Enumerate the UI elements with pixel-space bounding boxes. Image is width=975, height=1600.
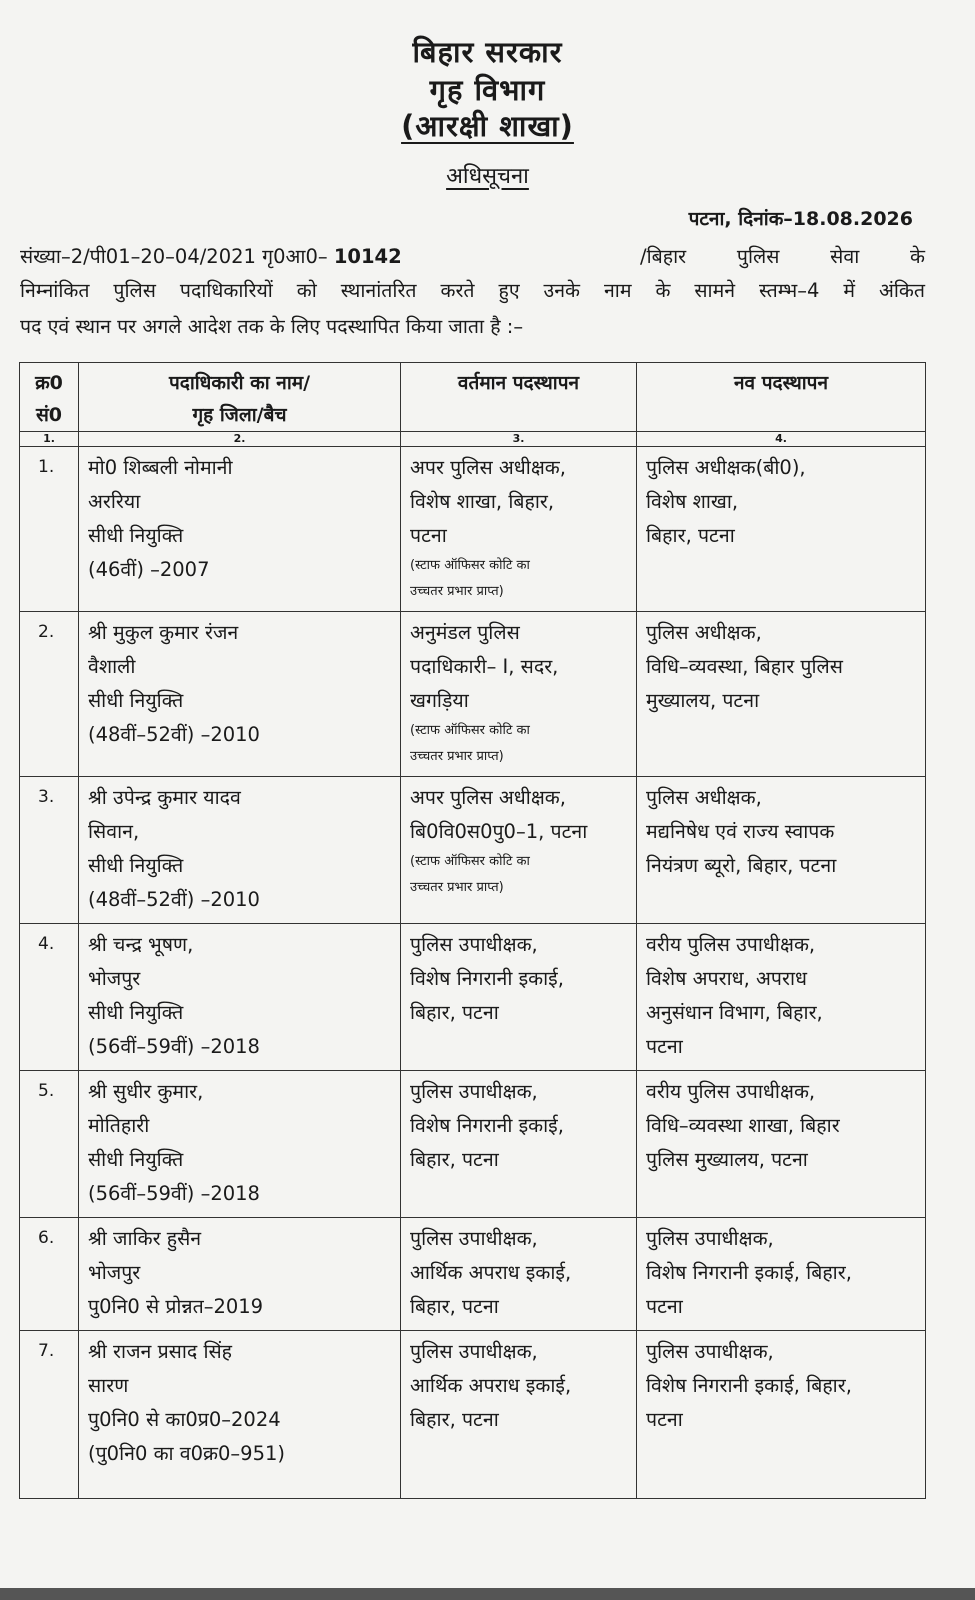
charge-note: (स्टाफ ऑफिसर कोटि का: [410, 558, 530, 573]
officer-details: [79, 1071, 401, 1218]
officer-details-line: मो0 शिब्बली नोमानी: [88, 456, 233, 479]
new-posting-line: विशेष शाखा,: [646, 490, 739, 513]
current-posting-line: अनुमंडल पुलिस: [410, 621, 520, 644]
new-posting-line: विशेष अपराध, अपराध: [646, 967, 808, 990]
officer-details-line: सारण: [88, 1374, 129, 1397]
new-posting-line: विधि–व्यवस्था शाखा, बिहार: [646, 1114, 840, 1137]
current-posting-line: पदाधिकारी– I, सदर,: [410, 655, 559, 678]
new-posting-line: पुलिस अधीक्षक,: [646, 786, 762, 809]
current-posting: [401, 777, 637, 924]
serial-number: 2.: [20, 612, 79, 777]
current-posting-line: अपर पुलिस अधीक्षक,: [410, 786, 566, 809]
intro-line-1-tail: /बिहार पुलिस सेवा के: [640, 245, 925, 268]
column-number: 1.: [20, 432, 79, 447]
new-posting: [637, 924, 926, 1071]
officer-details-line: भोजपुर: [88, 1261, 141, 1284]
header-department: गृह विभाग: [429, 73, 546, 107]
current-posting-line: विशेष निगरानी इकाई,: [410, 967, 564, 990]
current-posting-line: पुलिस उपाधीक्षक,: [410, 1340, 538, 1363]
officer-details: [79, 612, 401, 777]
new-posting-line: पटना: [646, 1408, 683, 1431]
column-number: 4.: [637, 432, 926, 447]
current-posting-line: अपर पुलिस अधीक्षक,: [410, 456, 566, 479]
new-posting-line: पुलिस अधीक्षक(बी0),: [646, 456, 806, 479]
new-posting: [637, 1331, 926, 1499]
serial-number: 5.: [20, 1071, 79, 1218]
current-posting-line: पुलिस उपाधीक्षक,: [410, 1080, 538, 1103]
officer-details: [79, 1218, 401, 1331]
intro-line-2: निम्नांकित पुलिस पदाधिकारियों को स्थानांतरित करते हुए उनके नाम के सामने स्तम्भ–4 में अंकित: [20, 279, 925, 302]
current-posting-line: आर्थिक अपराध इकाई,: [410, 1261, 572, 1284]
officer-details: [79, 777, 401, 924]
charge-note: उच्चतर प्रभार प्राप्त): [410, 880, 504, 895]
officer-details: [79, 447, 401, 612]
current-posting-line: बिहार, पटना: [410, 1408, 499, 1431]
table-row: [20, 1071, 926, 1218]
table-row: [20, 1218, 926, 1331]
new-posting-line: पुलिस मुख्यालय, पटना: [646, 1148, 808, 1171]
current-posting: [401, 447, 637, 612]
current-posting-line: विशेष शाखा, बिहार,: [410, 490, 555, 513]
date-line: पटना, दिनांक–18.08.2026: [688, 208, 913, 230]
table-header-row: [20, 363, 926, 432]
officer-details-line: वैशाली: [88, 655, 136, 678]
officer-details-line: पु0नि0 से प्रोन्नत–2019: [88, 1295, 264, 1318]
charge-note: (स्टाफ ऑफिसर कोटि का: [410, 854, 530, 869]
header-new-posting: नव पदस्थापन: [637, 363, 926, 432]
officer-details-line: सीधी नियुक्ति: [88, 854, 184, 877]
current-posting-line: बि0वि0स0पु0–1, पटना: [410, 820, 588, 843]
scan-edge: [0, 1588, 975, 1600]
reference: [20, 242, 402, 269]
serial-number: 3.: [20, 777, 79, 924]
officer-details-line: (पु0नि0 का व0क्र0–951): [88, 1442, 286, 1465]
table-row: [20, 924, 926, 1071]
reference-prefix: संख्या–2/पी01–20–04/2021 गृ0आ0–: [20, 245, 334, 268]
new-posting-line: पुलिस अधीक्षक,: [646, 621, 762, 644]
new-posting-line: विधि–व्यवस्था, बिहार पुलिस: [646, 655, 843, 678]
intro-line-3: पद एवं स्थान पर अगले आदेश तक के लिए पदस्थापित किया जाता है :–: [20, 315, 524, 338]
officer-details-line: सीधी नियुक्ति: [88, 524, 184, 547]
current-posting: [401, 1218, 637, 1331]
officer-details: [79, 1331, 401, 1499]
new-posting: [637, 1218, 926, 1331]
officer-details-line: सिवान,: [88, 820, 140, 843]
new-posting-line: नियंत्रण ब्यूरो, बिहार, पटना: [646, 854, 837, 877]
current-posting-line: पुलिस उपाधीक्षक,: [410, 1227, 538, 1250]
officer-details-line: पु0नि0 से का0प्र0–2024: [88, 1408, 281, 1431]
header-officer: पदाधिकारी का नाम/ गृह जिला/बैच: [79, 363, 401, 432]
new-posting: [637, 612, 926, 777]
new-posting-line: पुलिस उपाधीक्षक,: [646, 1227, 774, 1250]
officer-details-line: (56वीं–59वीं) –2018: [88, 1182, 260, 1205]
table-row: [20, 1331, 926, 1499]
officer-details-line: श्री जाकिर हुसैन: [88, 1227, 202, 1250]
officer-details-line: सीधी नियुक्ति: [88, 1148, 184, 1171]
officer-details-line: (56वीं–59वीं) –2018: [88, 1035, 260, 1058]
table-row: [20, 447, 926, 612]
table-row: [20, 612, 926, 777]
notice-title: अधिसूचना: [446, 164, 529, 189]
officer-details-line: अररिया: [88, 490, 141, 513]
current-posting-line: बिहार, पटना: [410, 1148, 499, 1171]
current-posting-line: पुलिस उपाधीक्षक,: [410, 933, 538, 956]
new-posting-line: वरीय पुलिस उपाधीक्षक,: [646, 1080, 816, 1103]
current-posting: [401, 1331, 637, 1499]
new-posting-line: मद्यनिषेध एवं राज्य स्वापक: [646, 820, 835, 843]
charge-note: उच्चतर प्रभार प्राप्त): [410, 584, 504, 599]
new-posting-line: मुख्यालय, पटना: [646, 689, 760, 712]
reference-number: 10142: [333, 245, 402, 268]
officer-details-line: श्री चन्द्र भूषण,: [88, 933, 194, 956]
officer-details-line: सीधी नियुक्ति: [88, 1001, 184, 1024]
officer-details-line: (48वीं–52वीं) –2010: [88, 723, 260, 746]
officer-details-line: (46वीं) –2007: [88, 558, 210, 581]
new-posting-line: वरीय पुलिस उपाधीक्षक,: [646, 933, 816, 956]
officer-details-line: श्री राजन प्रसाद सिंह: [88, 1340, 233, 1363]
table-row: [20, 777, 926, 924]
serial-number: 6.: [20, 1218, 79, 1331]
current-posting: [401, 1071, 637, 1218]
new-posting: [637, 1071, 926, 1218]
new-posting-line: अनुसंधान विभाग, बिहार,: [646, 1001, 823, 1024]
column-number: 3.: [401, 432, 637, 447]
new-posting-line: पटना: [646, 1035, 683, 1058]
officer-details-line: श्री मुकुल कुमार रंजन: [88, 621, 239, 644]
officer-details-line: श्री उपेन्द्र कुमार यादव: [88, 786, 241, 809]
officer-details-line: मोतिहारी: [88, 1114, 150, 1137]
charge-note: उच्चतर प्रभार प्राप्त): [410, 749, 504, 764]
new-posting: [637, 777, 926, 924]
current-posting-line: बिहार, पटना: [410, 1295, 499, 1318]
new-posting: [637, 447, 926, 612]
current-posting-line: बिहार, पटना: [410, 1001, 499, 1024]
serial-number: 7.: [20, 1331, 79, 1499]
header-current-posting: वर्तमान पदस्थापन: [401, 363, 637, 432]
officer-details: [79, 924, 401, 1071]
header-branch: (आरक्षी शाखा): [401, 109, 574, 143]
current-posting-line: विशेष निगरानी इकाई,: [410, 1114, 564, 1137]
new-posting-line: विशेष निगरानी इकाई, बिहार,: [646, 1261, 852, 1284]
new-posting-line: बिहार, पटना: [646, 524, 735, 547]
serial-number: 4.: [20, 924, 79, 1071]
new-posting-line: विशेष निगरानी इकाई, बिहार,: [646, 1374, 852, 1397]
column-number-row: [20, 432, 926, 447]
current-posting-line: पटना: [410, 524, 447, 547]
current-posting-line: आर्थिक अपराध इकाई,: [410, 1374, 572, 1397]
officer-details-line: श्री सुधीर कुमार,: [88, 1080, 204, 1103]
transfer-table: [19, 362, 926, 1499]
current-posting: [401, 924, 637, 1071]
header-serial: क्र0 सं0: [20, 363, 79, 432]
officer-details-line: सीधी नियुक्ति: [88, 689, 184, 712]
charge-note: (स्टाफ ऑफिसर कोटि का: [410, 723, 530, 738]
officer-details-line: भोजपुर: [88, 967, 141, 990]
column-number: 2.: [79, 432, 401, 447]
header-government: बिहार सरकार: [412, 35, 563, 69]
officer-details-line: (48वीं–52वीं) –2010: [88, 888, 260, 911]
serial-number: 1.: [20, 447, 79, 612]
new-posting-line: पटना: [646, 1295, 683, 1318]
new-posting-line: पुलिस उपाधीक्षक,: [646, 1340, 774, 1363]
current-posting: [401, 612, 637, 777]
current-posting-line: खगड़िया: [410, 689, 469, 712]
